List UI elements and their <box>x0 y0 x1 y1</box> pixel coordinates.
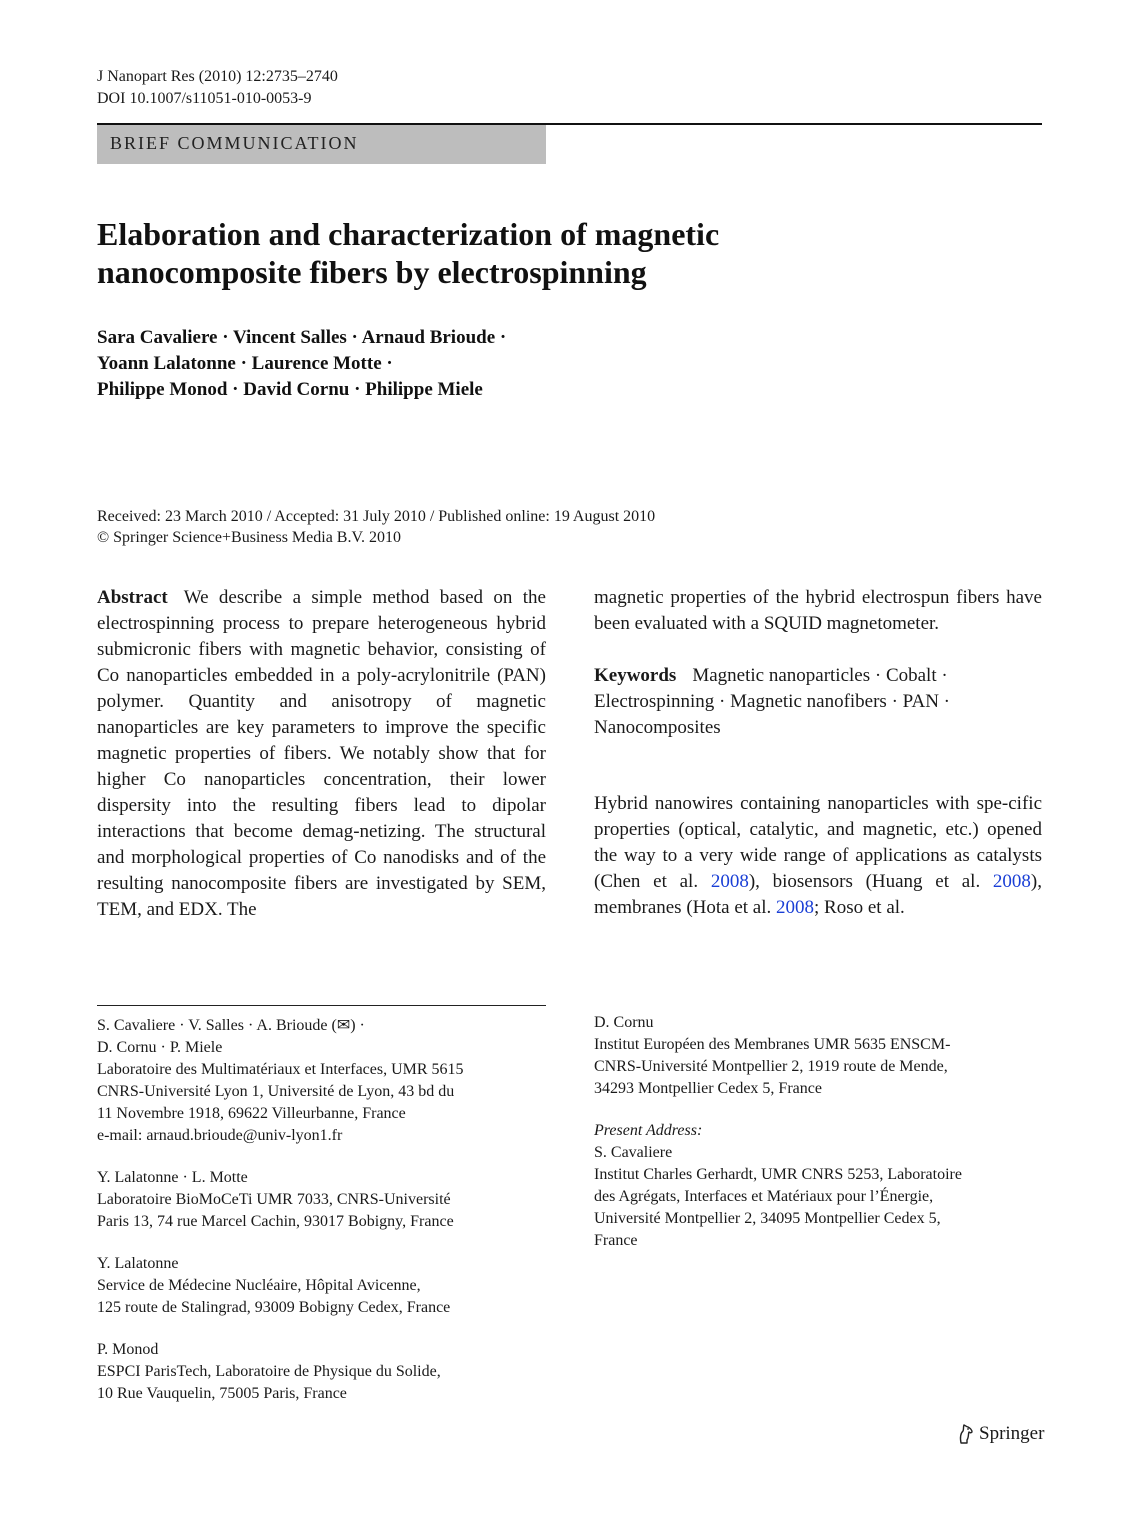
affiliation-address: 125 route de Stalingrad, 93009 Bobigny Cedex, France <box>97 1299 451 1316</box>
affiliation-block <box>594 1120 1042 1252</box>
affiliation-authors: D. Cornu <box>594 1014 654 1031</box>
affiliation-address: France <box>594 1232 638 1249</box>
springer-horse-icon <box>955 1423 975 1445</box>
abstract-continuation: magnetic properties of the hybrid electrospun fibers have been evaluated with a SQUID magnetometer. <box>594 587 1042 634</box>
intro-text-4: ; Roso et al. <box>814 897 905 918</box>
title-line-1: Elaboration and characterization of magnetic <box>97 216 720 252</box>
affiliation-address: Paris 13, 74 rue Marcel Cachin, 93017 Bobigny, France <box>97 1213 454 1230</box>
keywords-label: Keywords <box>594 665 677 686</box>
affiliation-authors: Y. Lalatonne · L. Motte <box>97 1169 248 1186</box>
authors-line-1: Sara Cavaliere · Vincent Salles · Arnaud Brioude · <box>97 327 507 348</box>
introduction-paragraph <box>594 791 1042 921</box>
present-address-label: Present Address: <box>594 1122 703 1139</box>
affiliation-address: CNRS-Université Montpellier 2, 1919 route de Mende, <box>594 1058 948 1075</box>
citation-link-chen[interactable]: 2008 <box>710 871 749 892</box>
intro-text-1: Hybrid nanowires containing nanoparticles with spe-cific properties (optical, catalytic, and magnetic, etc.) opened the way to a very wide range of applications as catalysts (Chen et al. <box>594 793 1042 892</box>
affiliation-authors: S. Cavaliere · V. Salles · A. Brioude (✉) · <box>97 1017 365 1034</box>
affiliation-address: 11 Novembre 1918, 69622 Villeurbanne, France <box>97 1105 406 1122</box>
history-dates: Received: 23 March 2010 / Accepted: 31 July 2010 / Published online: 19 August 2010 <box>97 508 656 525</box>
affiliation-address: Laboratoire des Multimatériaux et Interfaces, UMR 5615 <box>97 1061 464 1078</box>
citation-link-hota[interactable]: 2008 <box>776 897 815 918</box>
authors-line-3: Philippe Monod · David Cornu · Philippe Miele <box>97 379 483 400</box>
affiliation-address: ESPCI ParisTech, Laboratoire de Physique du Solide, <box>97 1363 441 1380</box>
authors-line-2: Yoann Lalatonne · Laurence Motte · <box>97 353 393 374</box>
abstract-text: We describe a simple method based on the electrospinning process to prepare heterogeneous hybrid submicronic fibers with magnetic behavior, consisting of Co nanoparticles embedded in a poly-acrylonitrile (PAN) polymer. Quantity and anisotropy of magnetic nanoparticles are key parameters to improve the specific magnetic properties of fibers. We notably show that for higher Co nanoparticles concentration, their lower dispersity into the resulting fibers lead to dipolar interactions that become demag-netizing. The structural and morphological properties of Co nanodisks and of the resulting nanocomposite fibers are investigated by SEM, TEM, and EDX. The <box>97 587 546 920</box>
abstract <box>97 585 546 923</box>
publication-dates <box>97 506 997 548</box>
paper-title <box>97 215 997 291</box>
footnote-rule <box>97 1005 546 1006</box>
affiliation-block <box>97 1167 546 1233</box>
copyright-line: © Springer Science+Business Media B.V. 2010 <box>97 529 401 546</box>
corresponding-email[interactable]: e-mail: arnaud.brioude@univ-lyon1.fr <box>97 1127 343 1144</box>
affiliations-right <box>594 1012 1042 1272</box>
affiliation-authors: D. Cornu · P. Miele <box>97 1039 223 1056</box>
affiliation-address: Institut Charles Gerhardt, UMR CNRS 5253, Laboratoire <box>594 1166 962 1183</box>
title-line-2: nanocomposite fibers by electrospinning <box>97 254 647 290</box>
affiliation-authors: Y. Lalatonne <box>97 1255 179 1272</box>
affiliation-address: 34293 Montpellier Cedex 5, France <box>594 1080 822 1097</box>
section-label: BRIEF COMMUNICATION <box>110 133 359 153</box>
affiliation-address: 10 Rue Vauquelin, 75005 Paris, France <box>97 1385 347 1402</box>
publisher-logo <box>955 1423 1044 1445</box>
abstract-label: Abstract <box>97 587 168 608</box>
affiliation-address: Laboratoire BioMoCeTi UMR 7033, CNRS-Université <box>97 1191 451 1208</box>
affiliations-left <box>97 1015 546 1425</box>
keywords-text: Magnetic nanoparticles · Cobalt · Electrospinning · Magnetic nanofibers · PAN · Nanocomposites <box>594 665 950 738</box>
journal-doi: DOI 10.1007/s11051-010-0053-9 <box>97 90 312 107</box>
affiliation-block <box>97 1339 546 1405</box>
author-list <box>97 325 797 403</box>
affiliation-authors: P. Monod <box>97 1341 159 1358</box>
journal-header <box>97 66 597 110</box>
affiliation-authors: S. Cavaliere <box>594 1144 673 1161</box>
affiliation-block <box>594 1012 1042 1100</box>
affiliation-address: Service de Médecine Nucléaire, Hôpital Avicenne, <box>97 1277 421 1294</box>
affiliation-block <box>97 1015 546 1147</box>
affiliation-block <box>97 1253 546 1319</box>
journal-citation: J Nanopart Res (2010) 12:2735–2740 <box>97 68 338 85</box>
affiliation-address: des Agrégats, Interfaces et Matériaux pour l’Énergie, <box>594 1188 934 1205</box>
keywords <box>594 663 1042 741</box>
intro-text-2: ), biosensors (Huang et al. <box>748 871 993 892</box>
affiliation-address: Université Montpellier 2, 34095 Montpellier Cedex 5, <box>594 1210 941 1227</box>
publisher-name: Springer <box>979 1423 1045 1444</box>
affiliation-address: CNRS-Université Lyon 1, Université de Lyon, 43 bd du <box>97 1083 455 1100</box>
affiliation-address: Institut Européen des Membranes UMR 5635 ENSCM- <box>594 1036 951 1053</box>
citation-link-huang[interactable]: 2008 <box>992 871 1031 892</box>
intro-text-3: ), membranes (Hota et al. <box>594 871 1042 918</box>
